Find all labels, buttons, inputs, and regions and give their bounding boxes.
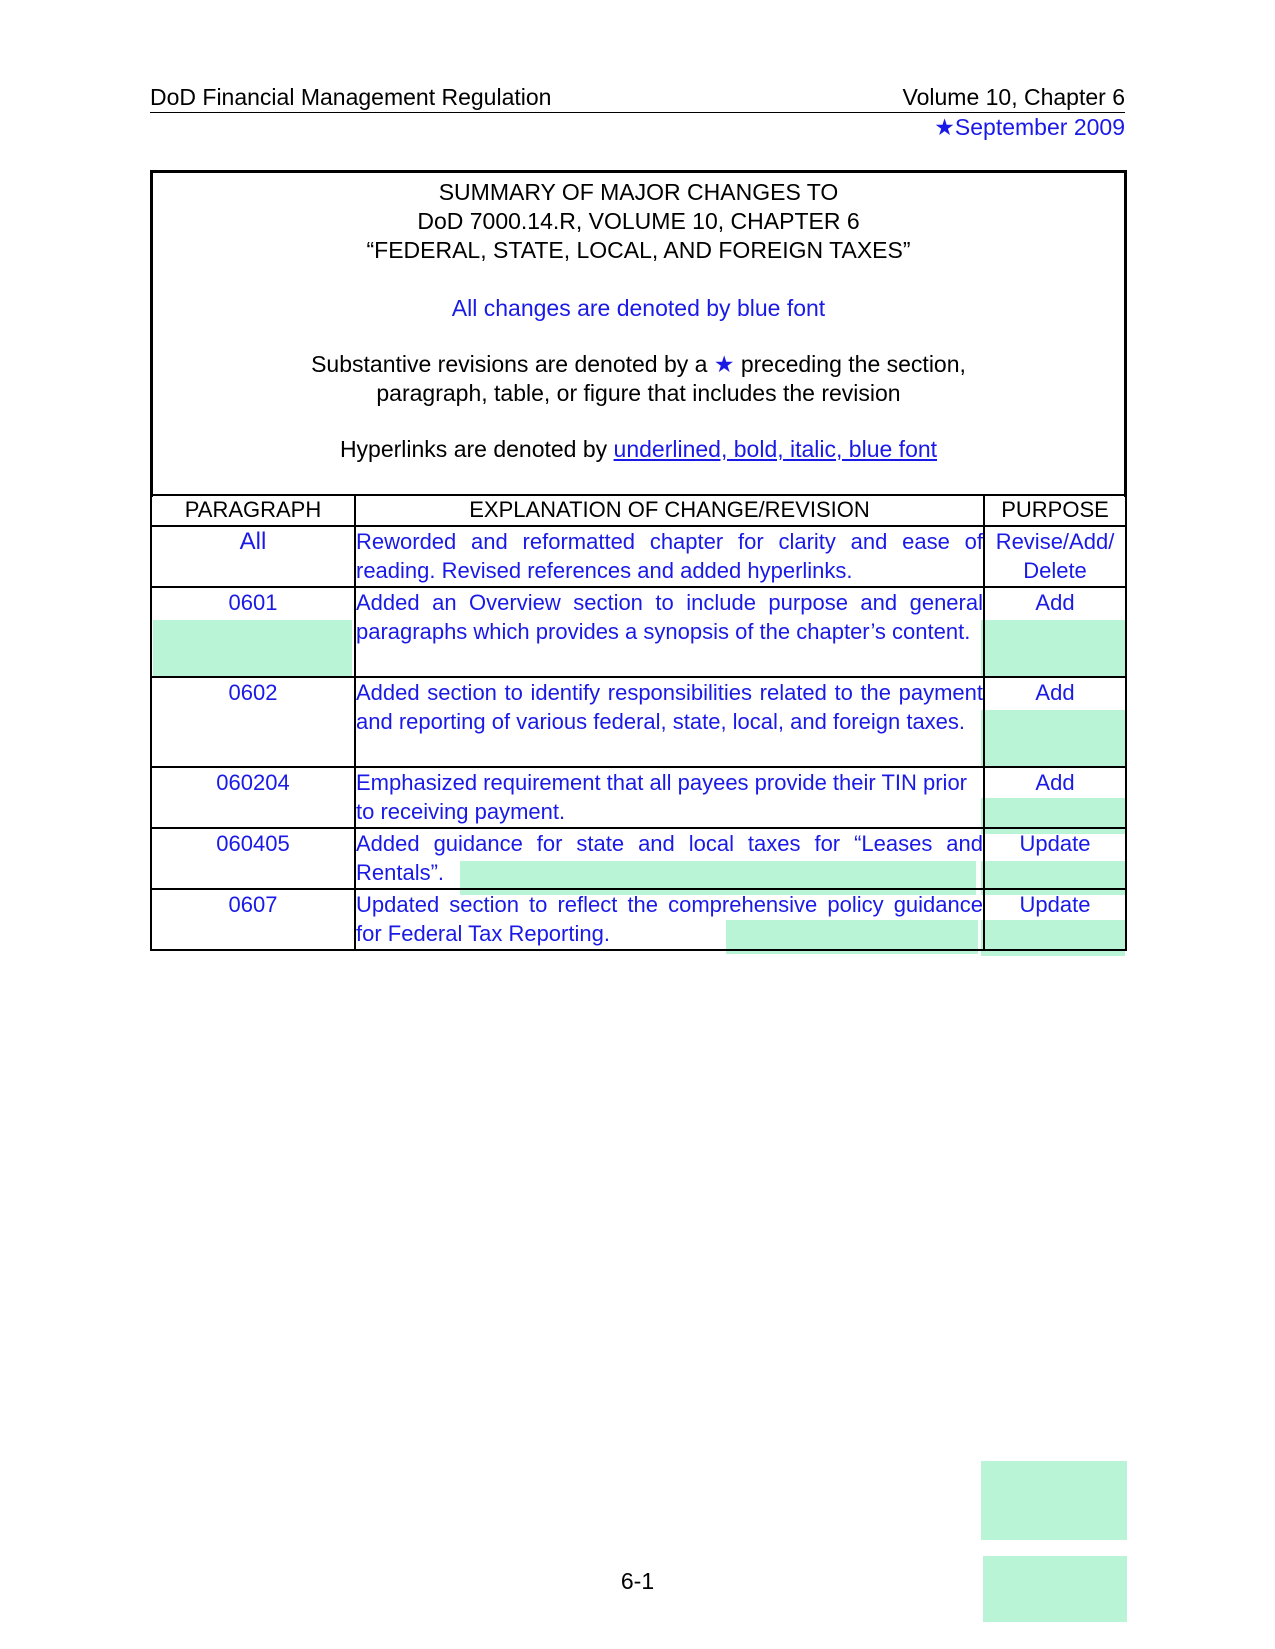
note-substantive-line2: paragraph, table, or figure that includes the revision <box>376 380 901 406</box>
header-volume: Volume 10, Chapter 6 <box>902 84 1125 110</box>
row-explanation: Emphasized requirement that all payees provide their TIN prior to receiving payment. <box>355 767 984 828</box>
row-purpose: Add <box>984 677 1126 767</box>
table-row <box>151 587 1126 677</box>
col-header-purpose: PURPOSE <box>984 495 1126 526</box>
header-date-text: September 2009 <box>954 114 1125 140</box>
highlight-block <box>981 1461 1127 1540</box>
note-hyperlinks <box>153 435 1124 464</box>
header-date <box>934 114 1125 141</box>
table-row <box>151 526 1126 587</box>
row-purpose: Update <box>984 828 1126 889</box>
row-purpose: Revise/Add/ Delete <box>984 526 1126 587</box>
summary-title-1: SUMMARY OF MAJOR CHANGES TO <box>438 179 839 205</box>
table-row <box>151 889 1126 950</box>
summary-title-3: “FEDERAL, STATE, LOCAL, AND FOREIGN TAXES” <box>366 237 911 263</box>
header-title: DoD Financial Management Regulation <box>150 84 552 110</box>
row-paragraph: 0601 <box>151 587 355 677</box>
table-row <box>151 677 1126 767</box>
hyperlink-example[interactable]: underlined, bold, italic, blue font <box>613 436 938 462</box>
row-paragraph: 060204 <box>151 767 355 828</box>
note-blue-font: All changes are denoted by blue font <box>451 295 826 321</box>
page-header <box>150 84 1125 113</box>
changes-table <box>150 494 1127 951</box>
row-explanation: Updated section to reflect the comprehensive policy guidance for Federal Tax Reporting. <box>355 889 984 950</box>
row-paragraph: All <box>151 526 355 587</box>
summary-title-2: DoD 7000.14.R, VOLUME 10, CHAPTER 6 <box>417 208 860 234</box>
table-header-row <box>151 495 1126 526</box>
summary-box <box>150 170 1127 497</box>
row-paragraph: 0602 <box>151 677 355 767</box>
note-star-pre: Substantive revisions are denoted by a <box>311 351 708 377</box>
table-row <box>151 828 1126 889</box>
col-header-paragraph: PARAGRAPH <box>151 495 355 526</box>
row-explanation: Added an Overview section to include purpose and general paragraphs which provides a synopsis of the chapter’s content. <box>355 587 984 677</box>
note-substantive <box>153 350 1124 379</box>
row-purpose: Add <box>984 587 1126 677</box>
note-star-post: preceding the section, <box>740 351 966 377</box>
row-explanation: Added guidance for state and local taxes for “Leases and Rentals”. <box>355 828 984 889</box>
row-purpose: Update <box>984 889 1126 950</box>
page-number: 6-1 <box>620 1568 655 1594</box>
row-explanation: Added section to identify responsibilities related to the payment and reporting of various federal, state, local, and foreign taxes. <box>355 677 984 767</box>
star-icon: ★ <box>934 114 955 140</box>
star-icon: ★ <box>713 351 735 377</box>
row-explanation: Reworded and reformatted chapter for clarity and ease of reading. Revised references and added hyperlinks. <box>355 526 984 587</box>
row-paragraph: 0607 <box>151 889 355 950</box>
row-purpose: Add <box>984 767 1126 828</box>
col-header-explanation: EXPLANATION OF CHANGE/REVISION <box>355 495 984 526</box>
table-row <box>151 767 1126 828</box>
row-paragraph: 060405 <box>151 828 355 889</box>
note-links-pre: Hyperlinks are denoted by <box>339 436 608 462</box>
